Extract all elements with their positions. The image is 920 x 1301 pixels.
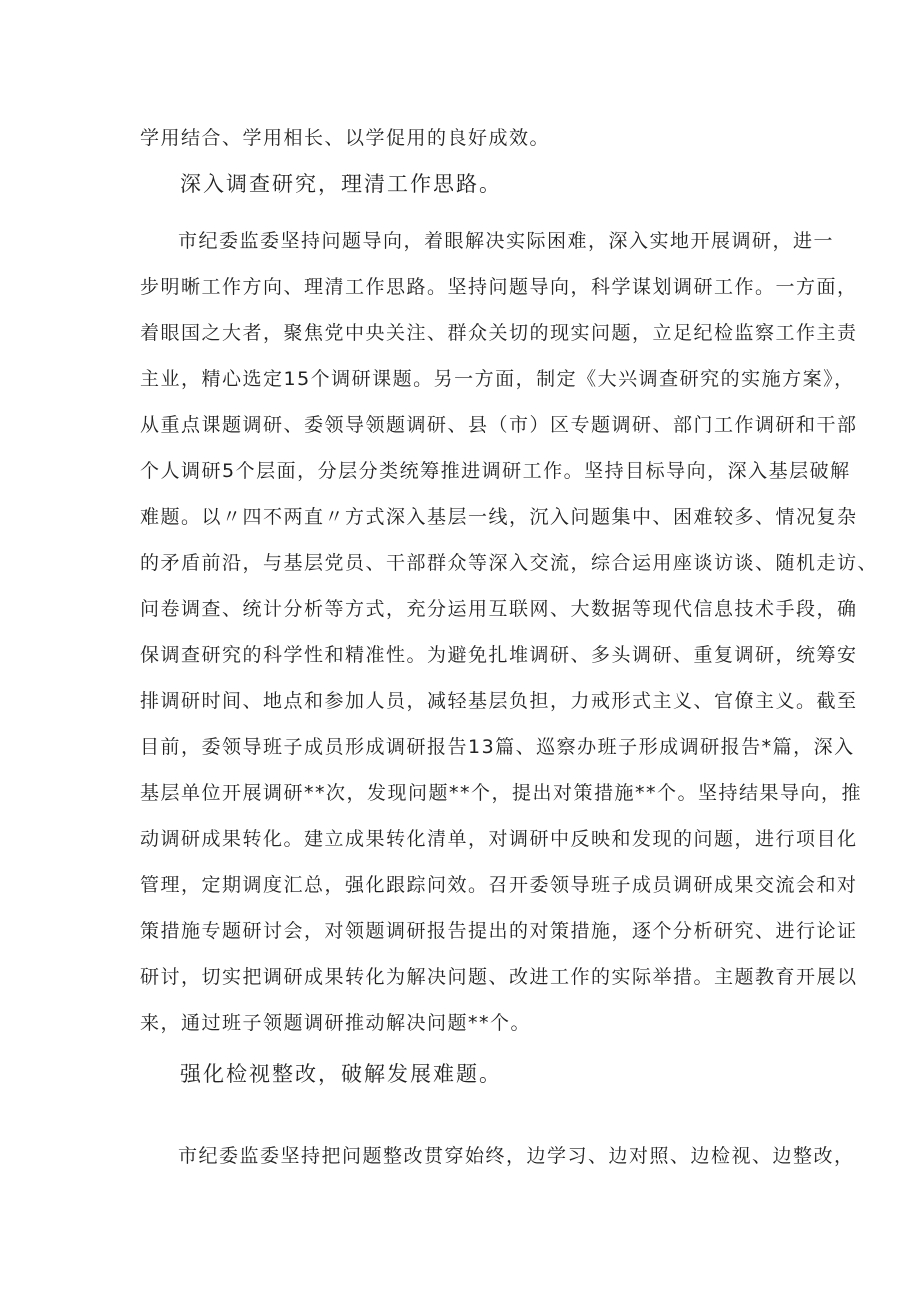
paragraph-line: 市纪委监委坚持把问题整改贯穿始终，边学习、边对照、边检视、边整改， xyxy=(178,1145,855,1167)
paragraph-line: 基层单位开展调研**次，发现问题**个，提出对策措施**个。坚持结果导向，推 xyxy=(140,782,863,804)
section-heading-research: 深入调查研究，理清工作思路。 xyxy=(180,172,502,196)
section-heading-rectification: 强化检视整改，破解发展难题。 xyxy=(180,1062,502,1086)
paragraph-line: 主业，精心选定15个调研课题。另一方面，制定《大兴调查研究的实施方案》， xyxy=(140,368,855,390)
paragraph-line: 策措施专题研讨会，对领题调研报告提出的对策措施，逐个分析研究、进行论证 xyxy=(140,920,858,942)
paragraph-line: 从重点课题调研、委领导领题调研、县（市）区专题调研、部门工作调研和干部 xyxy=(140,414,858,436)
paragraph-line: 研讨，切实把调研成果转化为解决问题、改进工作的实际举措。主题教育开展以 xyxy=(140,966,858,988)
paragraph-line: 个人调研5个层面，分层分类统筹推进调研工作。坚持目标导向，深入基层破解 xyxy=(140,460,851,482)
paragraph-line: 市纪委监委坚持问题导向，着眼解决实际困难，深入实地开展调研，进一 xyxy=(178,230,835,252)
paragraph-line: 保调查研究的科学性和精准性。为避免扎堆调研、多头调研、重复调研，统筹安 xyxy=(140,644,858,666)
paragraph-line: 目前，委领导班子成员形成调研报告13篇、巡察办班子形成调研报告*篇，深入 xyxy=(140,736,855,758)
paragraph-line: 来，通过班子领题调研推动解决问题**个。 xyxy=(140,1012,532,1034)
paragraph-line: 动调研成果转化。建立成果转化清单，对调研中反映和发现的问题，进行项目化 xyxy=(140,828,858,850)
paragraph-line: 难题。以〃四不两直〃方式深入基层一线，沉入问题集中、困难较多、情况复杂 xyxy=(140,506,858,528)
paragraph-line: 的矛盾前沿，与基层党员、干部群众等深入交流，综合运用座谈访谈、随机走访、 xyxy=(140,552,879,574)
paragraph-line: 问卷调查、统计分析等方式，充分运用互联网、大数据等现代信息技术手段，确 xyxy=(140,598,858,620)
paragraph-line: 着眼国之大者，聚焦党中央关注、群众关切的现实问题，立足纪检监察工作主责 xyxy=(140,322,858,344)
paragraph-line: 排调研时间、地点和参加人员，减轻基层负担，力戒形式主义、官僚主义。截至 xyxy=(140,690,858,712)
continuation-line: 学用结合、学用相长、以学促用的良好成效。 xyxy=(140,127,551,149)
paragraph-line: 管理，定期调度汇总，强化跟踪问效。召开委领导班子成员调研成果交流会和对 xyxy=(140,874,858,896)
paragraph-line: 步明晰工作方向、理清工作思路。坚持问题导向，科学谋划调研工作。一方面， xyxy=(140,276,858,298)
